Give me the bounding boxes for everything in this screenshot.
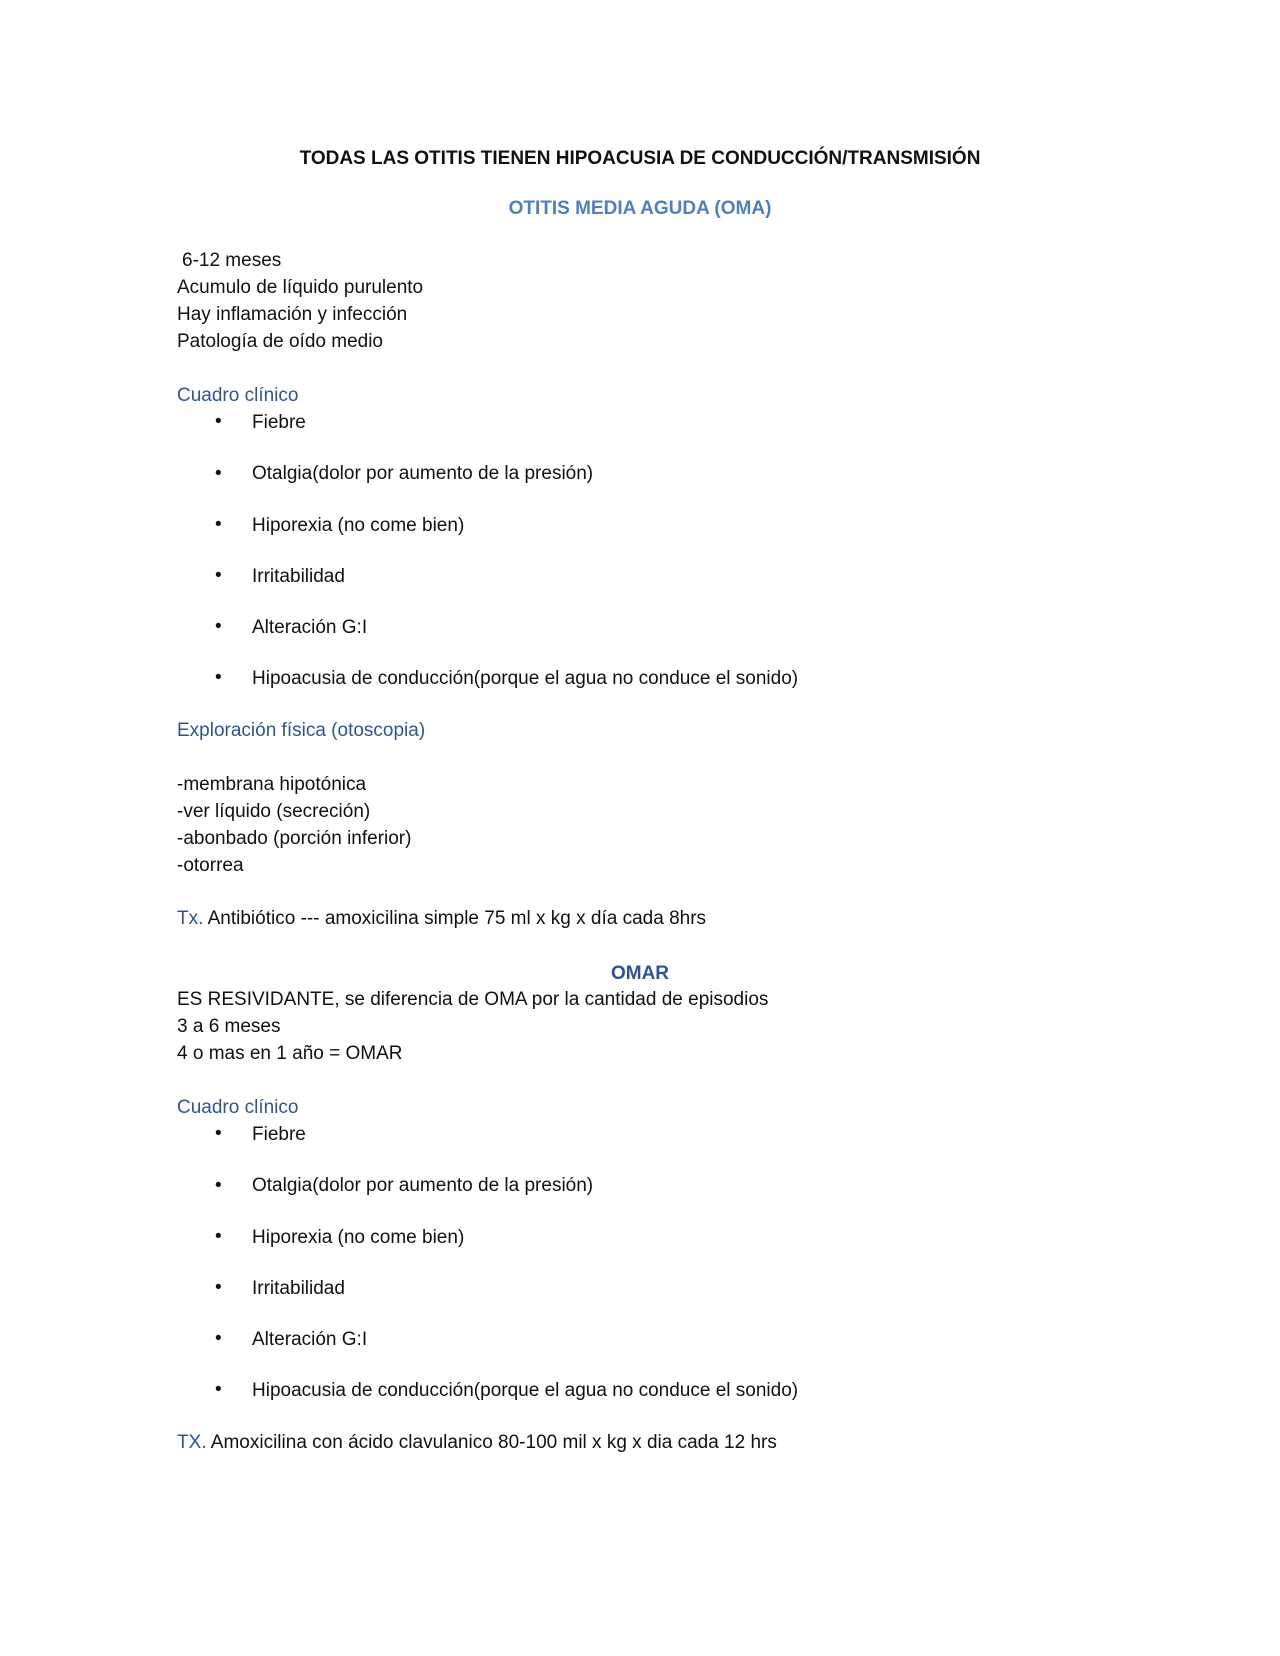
oma-clinical-heading: Cuadro clínico	[177, 385, 299, 406]
tx-label: Tx.	[177, 908, 204, 929]
oma-intro-line: Hay inflamación y infección	[177, 304, 408, 325]
omar-intro-line: 3 a 6 meses	[177, 1016, 281, 1037]
omar-clinical-heading: Cuadro clínico	[177, 1097, 299, 1118]
bullet-glyph: •	[215, 565, 222, 586]
bullet-glyph: •	[215, 1226, 222, 1247]
bullet-glyph: •	[215, 514, 222, 535]
bullet-glyph: •	[215, 1175, 222, 1196]
bullet-glyph: •	[215, 411, 222, 432]
omar-treatment	[177, 1429, 777, 1456]
exam-item: -abonbado (porción inferior)	[177, 828, 412, 849]
oma-heading: OTITIS MEDIA AGUDA (OMA)	[508, 198, 772, 219]
list-item: Otalgia(dolor por aumento de la presión)	[252, 463, 594, 484]
list-item: Fiebre	[252, 412, 306, 433]
list-item: Alteración G:I	[252, 617, 368, 638]
tx-label: TX.	[177, 1432, 207, 1453]
bullet-glyph: •	[215, 1277, 222, 1298]
bullet-glyph: •	[215, 1123, 222, 1144]
bullet-glyph: •	[215, 1328, 222, 1349]
list-item: Hipoacusia de conducción(porque el agua no conduce el sonido)	[252, 668, 799, 689]
oma-intro-line: Patología de oído medio	[177, 331, 383, 352]
omar-intro-line: ES RESIVIDANTE, se diferencia de OMA por la cantidad de episodios	[177, 989, 769, 1010]
bullet-glyph: •	[215, 463, 222, 484]
oma-intro-line: Acumulo de líquido purulento	[177, 277, 424, 298]
bullet-glyph: •	[215, 616, 222, 637]
oma-treatment	[177, 905, 706, 932]
tx-text: Antibiótico --- amoxicilina simple 75 ml x kg x día cada 8hrs	[207, 908, 707, 929]
list-item: Fiebre	[252, 1124, 306, 1145]
list-item: Irritabilidad	[252, 1278, 345, 1299]
bullet-glyph: •	[215, 1379, 222, 1400]
bullet-glyph: •	[215, 667, 222, 688]
exam-item: -ver líquido (secreción)	[177, 801, 371, 822]
oma-exam-heading: Exploración física (otoscopia)	[177, 720, 426, 741]
list-item: Hipoacusia de conducción(porque el agua no conduce el sonido)	[252, 1380, 799, 1401]
list-item: Alteración G:I	[252, 1329, 368, 1350]
main-title: TODAS LAS OTITIS TIENEN HIPOACUSIA DE CONDUCCIÓN/TRANSMISIÓN	[299, 148, 981, 169]
exam-item: -otorrea	[177, 855, 244, 876]
list-item: Hiporexia (no come bien)	[252, 515, 465, 536]
omar-heading: OMAR	[610, 963, 670, 984]
tx-text: Amoxicilina con ácido clavulanico 80-100 mil x kg x dia cada 12 hrs	[210, 1432, 777, 1453]
list-item: Hiporexia (no come bien)	[252, 1227, 465, 1248]
exam-item: -membrana hipotónica	[177, 774, 367, 795]
list-item: Irritabilidad	[252, 566, 345, 587]
list-item: Otalgia(dolor por aumento de la presión)	[252, 1175, 594, 1196]
oma-intro-line: 6-12 meses	[182, 250, 282, 271]
omar-intro-line: 4 o mas en 1 año = OMAR	[177, 1043, 403, 1064]
